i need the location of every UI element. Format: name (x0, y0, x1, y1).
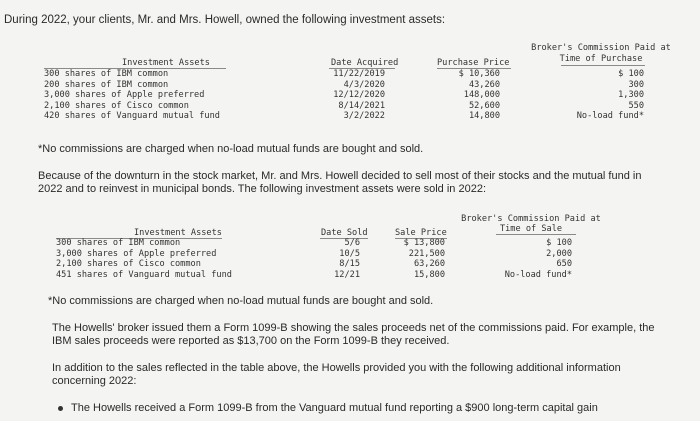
table-row-date: 3/2/2022 (343, 111, 385, 121)
table-row-date: 8/14/2021 (338, 100, 385, 111)
table-row-price: 52,600 (468, 100, 500, 111)
sales-header-price: Sale Price (395, 228, 447, 238)
table-row-asset: 2,100 shares of Cisco common (44, 100, 189, 111)
table-row-asset: 420 shares of Vanguard mutual fund (44, 111, 220, 121)
table-row-price: $ 10,360 (458, 69, 500, 79)
table-row-price: $ 13,800 (403, 238, 445, 248)
table-row-commission: No-load fund* (504, 269, 572, 280)
purchase-header-commission-1: Broker's Commission Paid at (531, 43, 671, 53)
sales-header-asset: Investment Assets (134, 228, 222, 238)
table-row-date: 5/6 (344, 238, 360, 248)
table-row-asset: 300 shares of IBM common (56, 238, 181, 248)
table-row-commission: 550 (628, 100, 644, 111)
sales-header-commission-1: Broker's Commission Paid at (461, 214, 601, 224)
sales-header-commission-2: Time of Sale (499, 224, 563, 234)
table-row-date: 12/12/2020 (333, 90, 385, 100)
table-row-commission: 2,000 (546, 248, 572, 259)
sales-header-date: Date Sold (321, 228, 368, 238)
table-row-commission: $ 100 (618, 69, 644, 79)
table-row-price: 63,260 (413, 259, 445, 269)
purchase-table (0, 40, 700, 130)
intro-text: During 2022, your clients, Mr. and Mrs. Howell, owned the following investment assets: (4, 14, 446, 26)
purchase-header-price: Purchase Price (437, 58, 510, 68)
bullet-text: The Howells received a Form 1099-B from the Vanguard mutual fund reporting a $900 long-term capital gain (71, 402, 598, 414)
table-row-date: 8/15 (339, 259, 360, 269)
table-row-commission: 650 (556, 259, 572, 269)
paragraph: Because of the downturn in the stock market, Mr. and Mrs. Howell decided to sell most of their stocks and the mutual fund in 2022 and to reinvest in municipal bonds. The following investment assets were sold in 2022: (38, 170, 642, 195)
table-row-price: 221,500 (408, 248, 445, 259)
table-row-date: 11/22/2019 (333, 69, 385, 79)
paragraph: In addition to the sales reflected in the table above, the Howells provided you with the following additional information concerning 2022: (52, 362, 621, 387)
purchase-header-date: Date Acquired (331, 58, 399, 68)
table-row-commission: 300 (628, 79, 644, 90)
table-row-price: 148,000 (463, 90, 500, 100)
table-row-asset: 2,100 shares of Cisco common (56, 259, 201, 269)
sales-table (0, 212, 700, 284)
table-row-price: 14,800 (468, 111, 500, 121)
table-row-asset: 3,000 shares of Apple preferred (56, 248, 217, 259)
purchase-header-asset: Investment Assets (122, 58, 210, 68)
table-row-asset: 300 shares of IBM common (44, 69, 169, 79)
table-row-date: 4/3/2020 (343, 79, 385, 90)
table-row-asset: 200 shares of IBM common (44, 79, 169, 90)
footnote: *No commissions are charged when no-load mutual funds are bought and sold. (48, 295, 434, 307)
footnote: *No commissions are charged when no-load mutual funds are bought and sold. (38, 143, 424, 155)
table-row-commission: 1,300 (618, 90, 644, 100)
bullet-icon (58, 406, 63, 411)
table-row-date: 12/21 (334, 269, 360, 280)
table-row-price: 43,260 (468, 79, 500, 90)
table-row-commission: $ 100 (546, 238, 572, 248)
table-row-asset: 3,000 shares of Apple preferred (44, 90, 205, 100)
table-row-asset: 451 shares of Vanguard mutual fund (56, 269, 232, 280)
table-row-date: 10/5 (339, 248, 360, 259)
purchase-header-commission-2: Time of Purchase (559, 54, 643, 64)
table-row-commission: No-load fund* (576, 111, 644, 121)
paragraph: The Howells' broker issued them a Form 1099-B showing the sales proceeds net of the commissions paid. For example, the IBM sales proceeds were reported as $13,700 on the Form 1099-B they received. (52, 322, 655, 347)
list-item (58, 402, 598, 414)
table-row-price: 15,800 (413, 269, 445, 280)
